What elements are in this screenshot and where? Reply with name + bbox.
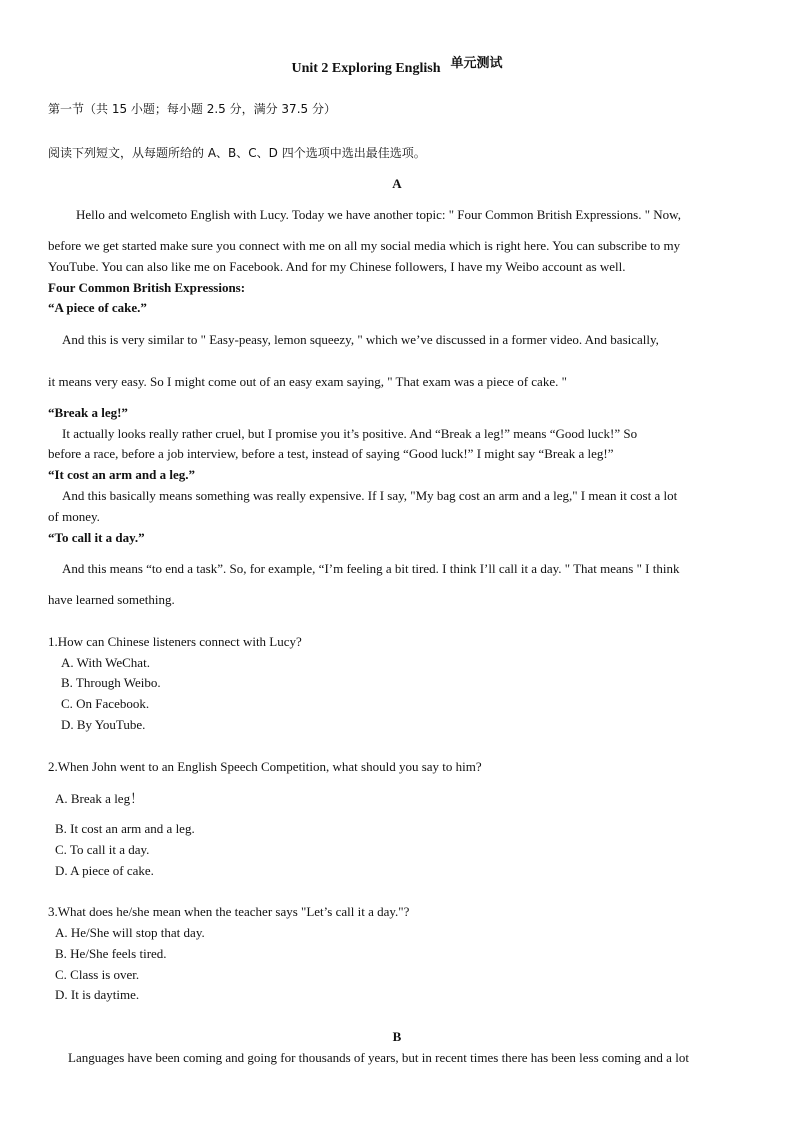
title-en: Unit 2 Exploring English <box>291 61 441 76</box>
question-1-stem: 1.How can Chinese listeners connect with Lucy? <box>48 634 302 649</box>
question-3-option-d: D. It is daytime. <box>55 987 140 1002</box>
expression-1-line1: And this is very similar to " Easy-peasy, lemon squeezy, " which we’ve discussed in a former video. And basically, <box>62 332 659 347</box>
question-2-option-a: A. Break a leg！ <box>55 791 144 806</box>
expression-2-title: “Break a leg!” <box>48 405 128 420</box>
expression-2-line1: It actually looks really rather cruel, but I promise you it’s positive. And “Break a leg!” means “Good luck!” So <box>62 426 638 441</box>
expression-4-line1: And this means “to end a task”. So, for example, “I’m feeling a bit tired. I think I’ll call it a day. " That means " I think <box>62 561 680 576</box>
passage-a-p1-line2: before we get started make sure you connect with me on all my social media which is right here. You can subscribe to my <box>48 238 681 253</box>
expression-2-line2: before a race, before a job interview, before a test, instead of saying “Good luck!” I might say “Break a leg!” <box>48 446 614 461</box>
section-heading: 第一节（共 15 小题；每小题 2.5 分，满分 37.5 分） <box>48 102 336 116</box>
passage-a-label: A <box>392 176 402 191</box>
question-1-option-b: B. Through Weibo. <box>61 675 161 690</box>
expression-4-title: “To call it a day.” <box>48 530 145 545</box>
expression-4-line2: have learned something. <box>48 592 175 607</box>
expression-1-line2: it means very easy. So I might come out of an easy exam saying, " That exam was a piece of cake. " <box>48 374 567 389</box>
passage-a-p1-line3: YouTube. You can also like me on Facebook. And for my Chinese followers, I have my Weibo account as well. <box>48 259 626 274</box>
expression-3-line1: And this basically means something was really expensive. If I say, "My bag cost an arm and a leg," I mean it cost a lot <box>62 488 678 503</box>
expression-3-title: “It cost an arm and a leg.” <box>48 467 195 482</box>
question-3-option-b: B. He/She feels tired. <box>55 946 167 961</box>
passage-b-label: B <box>392 1029 402 1044</box>
expression-1-title: “A piece of cake.” <box>48 300 147 315</box>
question-3-option-a: A. He/She will stop that day. <box>55 925 205 940</box>
question-2-option-c: C. To call it a day. <box>55 842 150 857</box>
expression-3-line2: of money. <box>48 509 100 524</box>
question-2-option-d: D. A piece of cake. <box>55 863 154 878</box>
question-1-option-c: C. On Facebook. <box>61 696 150 711</box>
question-3-stem: 3.What does he/she mean when the teacher says "Let’s call it a day."? <box>48 904 410 919</box>
expressions-heading: Four Common British Expressions: <box>48 280 246 295</box>
page-title <box>0 56 794 77</box>
question-1-option-a: A. With WeChat. <box>61 655 150 670</box>
title-cn: 单元测试 <box>450 56 503 71</box>
question-2-option-b: B. It cost an arm and a leg. <box>55 821 195 836</box>
instruction: 阅读下列短文，从每题所给的 A、B、C、D 四个选项中选出最佳选项。 <box>48 146 426 160</box>
passage-b-line1: Languages have been coming and going for thousands of years, but in recent times there has been less coming and a lot <box>68 1050 689 1065</box>
question-3-option-c: C. Class is over. <box>55 967 140 982</box>
question-1-option-d: D. By YouTube. <box>61 717 146 732</box>
passage-a-p1-line1: Hello and welcometo English with Lucy. Today we have another topic: " Four Common British Expressions. " Now, <box>76 207 681 222</box>
question-2-stem: 2.When John went to an English Speech Competition, what should you say to him? <box>48 759 482 774</box>
